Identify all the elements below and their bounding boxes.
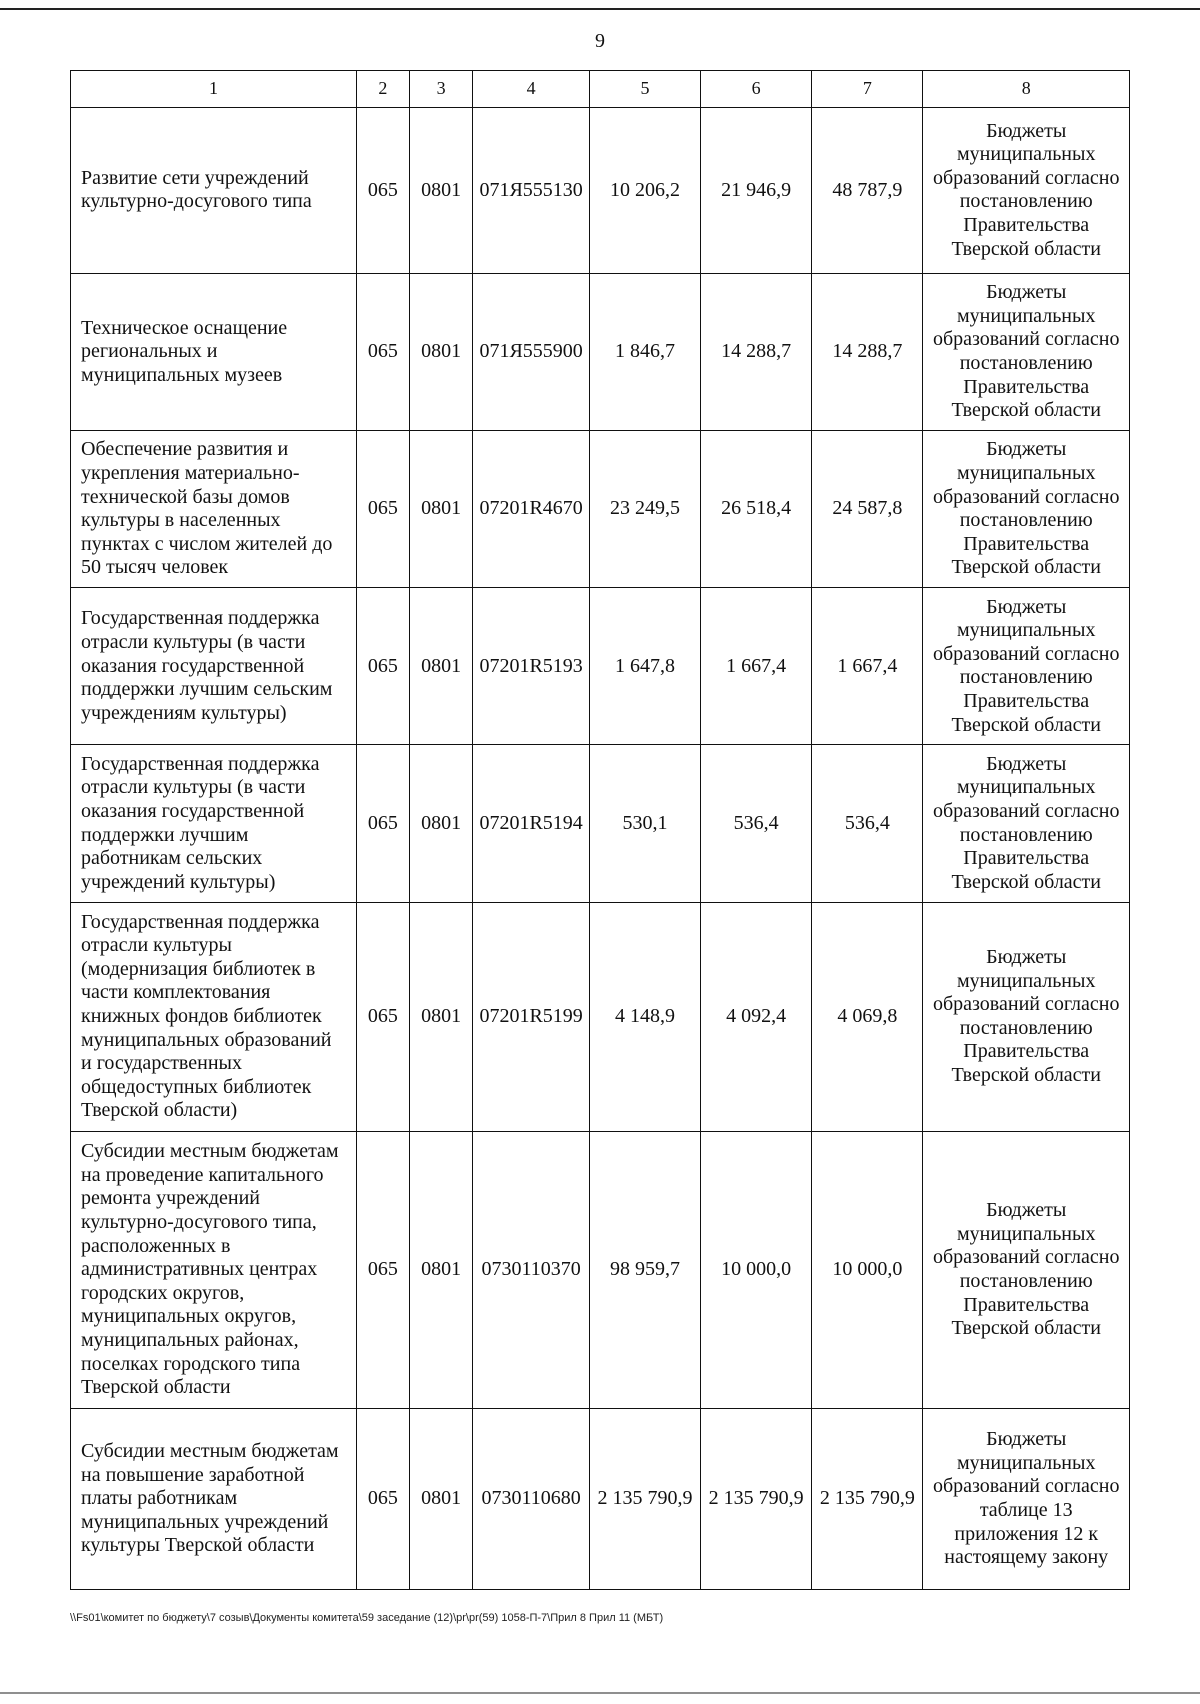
scan-top-line bbox=[0, 8, 1200, 10]
item-name: Обеспечение развития и укрепления материально-технической базы домов культуры в населенных пунктах с числом жителей до 50 тысяч человек bbox=[71, 431, 357, 588]
amount-col5: 1 647,8 bbox=[589, 588, 700, 745]
target-article-code: 07201R5194 bbox=[473, 745, 589, 902]
amount-col5: 10 206,2 bbox=[589, 108, 700, 274]
amount-col7: 48 787,9 bbox=[812, 108, 923, 274]
amount-col7: 536,4 bbox=[812, 745, 923, 902]
table-row bbox=[71, 588, 1130, 745]
table-row bbox=[71, 273, 1130, 430]
amount-col6: 4 092,4 bbox=[701, 902, 812, 1131]
amount-col7: 14 288,7 bbox=[812, 273, 923, 430]
amount-col7: 24 587,8 bbox=[812, 431, 923, 588]
table-row bbox=[71, 108, 1130, 274]
recipient-description: Бюджеты муниципальных образований согласно постановлению Правительства Тверской области bbox=[923, 902, 1130, 1131]
admin-code: 065 bbox=[356, 902, 409, 1131]
section-code: 0801 bbox=[409, 273, 473, 430]
item-name: Государственная поддержка отрасли культуры (модернизация библиотек в части комплектования книжных фондов библиотек муниципальных образований и государственных общедоступных библиотек Тверской области) bbox=[71, 902, 357, 1131]
section-code: 0801 bbox=[409, 1131, 473, 1408]
item-name: Государственная поддержка отрасли культуры (в части оказания государственной поддержки лучшим работникам сельских учреждений культуры) bbox=[71, 745, 357, 902]
item-name: Развитие сети учреждений культурно-досугового типа bbox=[71, 108, 357, 274]
amount-col5: 530,1 bbox=[589, 745, 700, 902]
amount-col7: 1 667,4 bbox=[812, 588, 923, 745]
recipient-description: Бюджеты муниципальных образований согласно постановлению Правительства Тверской области bbox=[923, 1131, 1130, 1408]
item-name: Государственная поддержка отрасли культуры (в части оказания государственной поддержки лучшим сельским учреждениям культуры) bbox=[71, 588, 357, 745]
section-code: 0801 bbox=[409, 902, 473, 1131]
admin-code: 065 bbox=[356, 1409, 409, 1590]
column-number: 3 bbox=[409, 71, 473, 108]
amount-col6: 21 946,9 bbox=[701, 108, 812, 274]
target-article-code: 0730110370 bbox=[473, 1131, 589, 1408]
recipient-description: Бюджеты муниципальных образований согласно постановлению Правительства Тверской области bbox=[923, 745, 1130, 902]
column-number: 1 bbox=[71, 71, 357, 108]
column-number-row bbox=[71, 71, 1130, 108]
column-number: 4 bbox=[473, 71, 589, 108]
item-name: Субсидии местным бюджетам на проведение капитального ремонта учреждений культурно-досугового типа, расположенных в административных центрах городских округов, муниципальных округов, муниципальных районах, поселках городского типа Тверской области bbox=[71, 1131, 357, 1408]
item-name: Техническое оснащение региональных и муниципальных музеев bbox=[71, 273, 357, 430]
target-article-code: 07201R5199 bbox=[473, 902, 589, 1131]
target-article-code: 071Я555900 bbox=[473, 273, 589, 430]
amount-col5: 98 959,7 bbox=[589, 1131, 700, 1408]
section-code: 0801 bbox=[409, 431, 473, 588]
admin-code: 065 bbox=[356, 273, 409, 430]
table-row bbox=[71, 902, 1130, 1131]
amount-col6: 26 518,4 bbox=[701, 431, 812, 588]
table-row bbox=[71, 431, 1130, 588]
column-number: 8 bbox=[923, 71, 1130, 108]
admin-code: 065 bbox=[356, 745, 409, 902]
amount-col6: 14 288,7 bbox=[701, 273, 812, 430]
recipient-description: Бюджеты муниципальных образований согласно таблице 13 приложения 12 к настоящему закону bbox=[923, 1409, 1130, 1590]
target-article-code: 07201R4670 bbox=[473, 431, 589, 588]
column-number: 7 bbox=[812, 71, 923, 108]
table-row bbox=[71, 1409, 1130, 1590]
section-code: 0801 bbox=[409, 1409, 473, 1590]
recipient-description: Бюджеты муниципальных образований согласно постановлению Правительства Тверской области bbox=[923, 273, 1130, 430]
admin-code: 065 bbox=[356, 1131, 409, 1408]
table-row bbox=[71, 1131, 1130, 1408]
target-article-code: 07201R5193 bbox=[473, 588, 589, 745]
page-number: 9 bbox=[595, 30, 605, 52]
section-code: 0801 bbox=[409, 108, 473, 274]
amount-col5: 4 148,9 bbox=[589, 902, 700, 1131]
target-article-code: 0730110680 bbox=[473, 1409, 589, 1590]
amount-col7: 2 135 790,9 bbox=[812, 1409, 923, 1590]
target-article-code: 071Я555130 bbox=[473, 108, 589, 274]
admin-code: 065 bbox=[356, 108, 409, 274]
admin-code: 065 bbox=[356, 588, 409, 745]
document-sheet bbox=[70, 70, 1130, 1590]
amount-col5: 23 249,5 bbox=[589, 431, 700, 588]
recipient-description: Бюджеты муниципальных образований согласно постановлению Правительства Тверской области bbox=[923, 431, 1130, 588]
scan-bottom-line bbox=[0, 1692, 1200, 1694]
section-code: 0801 bbox=[409, 745, 473, 902]
budget-table bbox=[70, 70, 1130, 1590]
amount-col5: 1 846,7 bbox=[589, 273, 700, 430]
amount-col6: 1 667,4 bbox=[701, 588, 812, 745]
column-number: 5 bbox=[589, 71, 700, 108]
amount-col7: 4 069,8 bbox=[812, 902, 923, 1131]
recipient-description: Бюджеты муниципальных образований согласно постановлению Правительства Тверской области bbox=[923, 108, 1130, 274]
column-number: 2 bbox=[356, 71, 409, 108]
column-number: 6 bbox=[701, 71, 812, 108]
amount-col6: 10 000,0 bbox=[701, 1131, 812, 1408]
amount-col5: 2 135 790,9 bbox=[589, 1409, 700, 1590]
recipient-description: Бюджеты муниципальных образований согласно постановлению Правительства Тверской области bbox=[923, 588, 1130, 745]
amount-col7: 10 000,0 bbox=[812, 1131, 923, 1408]
amount-col6: 2 135 790,9 bbox=[701, 1409, 812, 1590]
file-path-footer: \\Fs01\комитет по бюджету\7 созыв\Документы комитета\59 заседание (12)\pr\pr(59) 1058-П-7\Прил 8 Прил 11 (МБТ) bbox=[70, 1612, 664, 1624]
amount-col6: 536,4 bbox=[701, 745, 812, 902]
admin-code: 065 bbox=[356, 431, 409, 588]
item-name: Субсидии местным бюджетам на повышение заработной платы работникам муниципальных учреждений культуры Тверской области bbox=[71, 1409, 357, 1590]
table-row bbox=[71, 745, 1130, 902]
section-code: 0801 bbox=[409, 588, 473, 745]
